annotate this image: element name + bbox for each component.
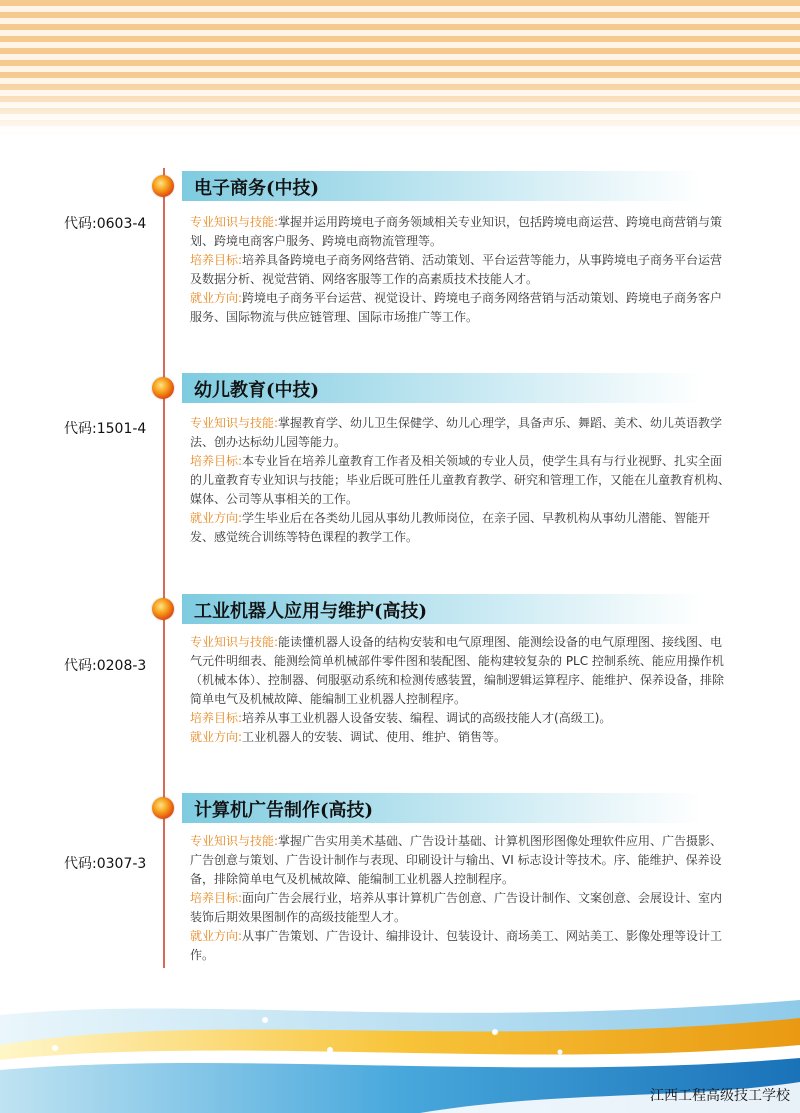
major-description [190,213,732,327]
major-title: 计算机广告制作(高技) [194,800,374,821]
knowledge-label: 专业知识与技能: [190,635,279,649]
goal-label: 培养目标: [190,253,243,267]
major-description [190,414,732,547]
timeline-line [163,168,165,968]
career-label: 就业方向: [190,929,243,943]
timeline-dot-icon [152,377,174,399]
goal-label: 培养目标: [190,891,243,905]
career-text: 从事广告策划、广告设计、编排设计、包装设计、商场美工、网站美工、影像处理等设计工作。 [190,929,723,962]
major-title: 工业机器人应用与维护(高技) [194,601,428,622]
goal-label: 培养目标: [190,711,243,725]
major-description [190,832,732,965]
knowledge-text: 掌握并运用跨境电子商务领域相关专业知识，包括跨境电商运营、跨境电商营销与策划、跨境电商客户服务、跨境电商物流管理等。 [190,215,723,248]
major-title: 幼儿教育(中技) [194,380,320,401]
major-code: 代码:0603-4 [64,216,147,232]
major-code: 代码:0208-3 [64,658,147,674]
career-text: 工业机器人的安装、调试、使用、维护、销售等。 [242,730,507,744]
school-name: 江西工程高级技工学校 [650,1088,790,1104]
goal-text: 面向广告会展行业，培养从事计算机广告创意、广告设计制作、文案创意、会展设计、室内装饰后期效果图制作的高级技能型人才。 [190,891,723,924]
knowledge-label: 专业知识与技能: [190,416,279,430]
top-decorative-stripes [0,0,800,135]
major-code: 代码:0307-3 [64,856,147,872]
career-text: 学生毕业后在各类幼儿园从事幼儿教师岗位，在亲子园、早教机构从事幼儿潜能、智能开发、感觉统合训练等特色课程的教学工作。 [190,511,711,544]
knowledge-label: 专业知识与技能: [190,834,279,848]
goal-label: 培养目标: [190,454,243,468]
timeline-dot-icon [152,797,174,819]
major-title-bar [182,594,702,624]
knowledge-text: 掌握广告实用美术基础、广告设计基础、计算机图形图像处理软件应用、广告摄影、广告创意与策划、广告设计制作与表现、印刷设计与输出、VI 标志设计等技术。序、能维护、保养设备，排除简单电气及机械故障、能编制工业机器人控制程序。 [190,834,723,886]
knowledge-text: 掌握教育学、幼儿卫生保健学、幼儿心理学，具备声乐、舞蹈、美术、幼儿英语教学法、创办达标幼儿园等能力。 [190,416,723,449]
timeline-dot-icon [152,175,174,197]
career-label: 就业方向: [190,730,243,744]
goal-text: 培养从事工业机器人设备安装、编程、调试的高级技能人才(高级工)。 [242,711,612,725]
goal-text: 培养具备跨境电子商务网络营销、活动策划、平台运营等能力，从事跨境电子商务平台运营及数据分析、视觉营销、网络客服等工作的高素质技术技能人才。 [190,253,723,286]
career-label: 就业方向: [190,511,243,525]
major-title-bar [182,793,702,823]
career-label: 就业方向: [190,291,243,305]
goal-text: 本专业旨在培养儿童教育工作者及相关领域的专业人员，使学生具有与行业视野、扎实全面的儿童教育专业知识与技能；毕业后既可胜任儿童教育教学、研究和管理工作，又能在儿童教育机构、媒体、公司等从事相关的工作。 [190,454,731,506]
major-code: 代码:1501-4 [64,421,147,437]
major-title: 电子商务(中技) [194,178,320,199]
major-title-bar [182,373,702,403]
timeline-dot-icon [152,598,174,620]
major-description [190,633,732,747]
career-text: 跨境电子商务平台运营、视觉设计、跨境电子商务网络营销与活动策划、跨境电子商务客户服务、国际物流与供应链管理、国际市场推广等工作。 [190,291,723,324]
knowledge-text: 能读懂机器人设备的结构安装和电气原理图、能测绘设备的电气原理图、接线图、电气元件明细表、能测绘简单机械部件零件图和装配图、能构建较复杂的 PLC 控制系统、能应用操作机（机械本体）、控制器、伺服驱动系统和检测传感装置，编制逻辑运算程序、能维护、保养设备，排除简单电气及机械故障、能编制工业机器人控制程序。 [190,635,725,706]
knowledge-label: 专业知识与技能: [190,215,279,229]
major-title-bar [182,171,702,201]
